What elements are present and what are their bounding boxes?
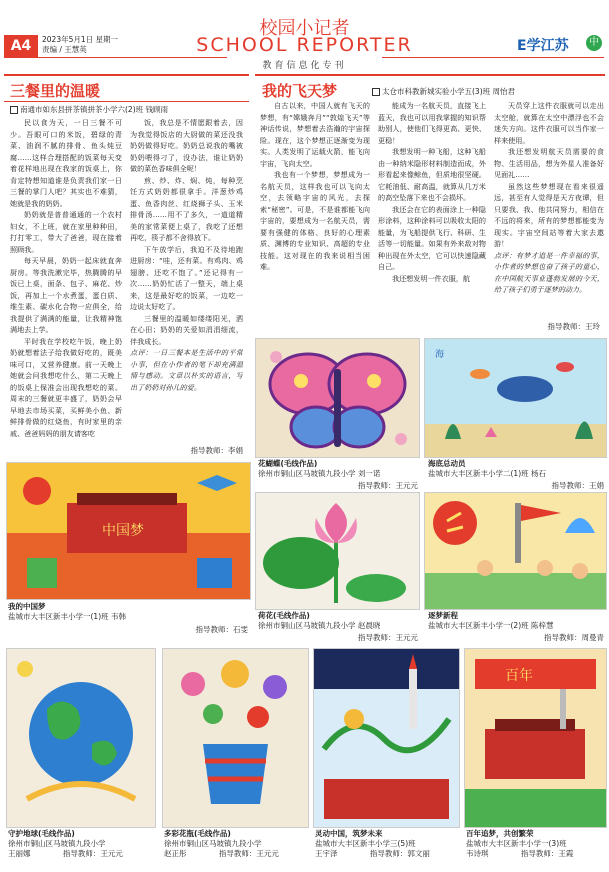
artwork-vase-image: [162, 648, 309, 828]
artwork-6-caption: [164, 829, 279, 859]
svg-text:百年: 百年: [505, 668, 533, 684]
editor-text: 责编 / 王慧英: [42, 45, 87, 54]
article2-column-2: [378, 100, 486, 332]
artwork-title: 灵动中国，筑梦未来: [315, 829, 383, 838]
paragraph: 民以食为天，一日三餐不可少。吾眼可口的米饭，碧绿的青菜、油润不腻的排骨、鱼头炖豆腐……这样合理搭配的饭菜每天变着花样地出现在我家的饭桌上，你肯定特想知道谁是负责我们家一日三餐的掌门人吧？其实也不难猜，她就是我的奶奶。: [10, 118, 122, 208]
artwork-lotus-image: [255, 492, 420, 610]
artwork-student: 杨石: [531, 469, 547, 478]
artwork-2-teacher: 指导教师：石雯: [195, 625, 248, 634]
paragraph: 奶奶就是普普通通的一个农村妇女，不上班，就在家里种种田，打打零工，带大了爸爸，现在接着照顾我。: [10, 210, 122, 254]
artwork-agile-china-image: [313, 648, 460, 828]
century-dream-illustration: [465, 649, 606, 827]
article1-byline-text: 南通市如东县拼茶镇拼茶小学六(2)班 钱顾雨: [20, 105, 169, 114]
page-number: A4: [4, 35, 38, 57]
artwork-school: 徐州市铜山区马坡镇九段小学: [164, 839, 262, 848]
square-bullet-icon: [372, 88, 380, 96]
artwork-title: 逐梦新程: [428, 611, 458, 620]
article1-title-rule: [4, 101, 249, 102]
artwork-school: 徐州市铜山区马坡镇九段小学: [258, 621, 356, 630]
artwork-4-teacher: 指导教师：周曼青: [544, 633, 604, 642]
artwork-2-caption: [8, 602, 126, 622]
artwork-teacher: 指导教师：王元元: [218, 849, 279, 858]
commentary: 点评：有梦才追是一件幸福的事，小作者的梦想也奋了孩子的童心，在中国航天事业蓬勃发展的今天，给了孩子们勇于逐梦的动力。: [494, 250, 604, 294]
artwork-school: 徐州市铜山区马坡镇九段小学: [258, 469, 356, 478]
artwork-7-caption: [315, 829, 430, 859]
ocean-illustration: [425, 339, 606, 457]
article2-column-1: [260, 100, 370, 332]
artwork-school: 盐城市大丰区新丰小学三(5)班: [315, 839, 416, 848]
artwork-student: 陈梓慧: [531, 621, 554, 630]
paragraph: 我还会在它的表面涂上一种隐形涂料，这种涂料可以吸收太阳的能量，为飞船提供飞行、科研、生活等一切能量。如果有外来敌对物种出现在外太空，它可以快速隐藏自己。: [378, 204, 486, 271]
artwork-ocean-image: [424, 338, 607, 458]
artwork-teacher: 指导教师：郭文丽: [369, 849, 430, 858]
paragraph: 虽然这些梦想现在看来很遥远，甚至有人觉得是天方夜谭，但只要我、我、他共同努力，相信在不远的将来，所有的梦想都能变为现实。宇宙空间站等着大家去遨游！: [494, 181, 604, 248]
vase-illustration: [163, 649, 308, 827]
commentary: 点评：一日三餐本是生活中的平常小事，但在小作者的笔下却充满温情与感动。文章以朴实的语言，写出了奶奶对孙儿的爱。: [130, 348, 243, 392]
artwork-earth-image: [6, 648, 156, 828]
artwork-student: 王宇泽: [315, 849, 338, 858]
agile-china-illustration: [314, 649, 459, 827]
artwork-school: 盐城市大丰区新丰小学一(2)班: [428, 621, 529, 630]
artwork-3-caption: [258, 611, 380, 631]
paragraph: 三餐里的温暖如缕缕阳光，洒在心田；奶奶的关爱如涓涓细流，伴我成长。: [130, 313, 243, 346]
artwork-title: 多彩花瓶(毛线作品): [164, 829, 231, 838]
brand-badge-icon: 中: [586, 35, 602, 51]
paragraph: 煎、炒、炸、焖、炖，每种烹饪方式奶奶都很拿手。洋葱炒鸡蛋、鱼香肉丝、红烧狮子头、玉米排骨汤……用不了多久，一道道精美的家常菜便上桌了，我吃了还想再吃，筷子都不舍得放下。: [130, 175, 243, 242]
artwork-0-teacher: 指导教师：王元元: [358, 481, 418, 490]
artwork-butterfly-image: [255, 338, 420, 458]
article1-title: 三餐里的温暖: [10, 82, 101, 100]
artwork-title: 我的中国梦: [8, 602, 46, 611]
butterfly-illustration: [256, 339, 419, 457]
svg-text:中国梦: 中国梦: [102, 523, 144, 539]
earth-illustration: [7, 649, 155, 827]
paragraph: 能成为一名航天员，直接飞上蓝天，我也可以用我掌握的知识帮助别人，使他们飞得更高、更快、更稳！: [378, 101, 486, 145]
paragraph: 饭，我总是不情愿跟着去，因为我觉得饭店的大厨做的菜还没我奶奶做得好吃。奶奶总说我的嘴被奶奶喂得刁了，没办法，谁让奶奶做的菜色香味俱全呢！: [130, 118, 243, 173]
china-dream-illustration: [7, 463, 250, 599]
article1-byline: [10, 104, 168, 115]
article2-title: 我的飞天梦: [262, 82, 338, 100]
paragraph: 下午放学后，我迫不及待地跑进厨房：“哇，还有菜。有鸡肉、鸡翅膀、还吃不饱了。”还记得有一次……奶奶忙活了一整天，端上桌来，这是最好吃的饭菜，一边吃一边说太好吃了。: [130, 244, 243, 311]
artwork-student: 赵晨晓: [357, 621, 381, 630]
artwork-3-teacher: 指导教师：王元元: [358, 633, 418, 642]
article2-top-rule: [255, 74, 605, 76]
section-title-en: SCHOOL REPORTER: [196, 34, 413, 56]
paragraph: 平时我在学校吃午饭，晚上奶奶就想着法子给我做好吃的，既美味可口，又营养健康。前一天晚上她就会问我想吃什么，第二天晚上的饭桌上保准会出现我想吃的菜。周末的三餐就更丰盛了，奶奶会早早地去市场买菜，买鲜美小鱼、新鲜排骨做的红烧鱼，有时家里的亲戚、爸爸妈妈的朋友请客吃: [10, 336, 122, 438]
artwork-5-caption: [8, 829, 123, 859]
brand-logo: E学江苏: [517, 38, 569, 54]
artwork-student: 韦诗琪: [466, 849, 489, 858]
paragraph: 自古以来，中国人就有飞天的梦想，有“嫦娥奔月”“敦煌飞天”等神话传说，梦想着去浩瀚的宇宙探险。现在，这个梦想正逐渐变为现实。人类发明了运载火箭，能飞向宇宙，飞向太空。: [260, 101, 370, 168]
article2-teacher: 指导教师：王玲: [547, 322, 600, 331]
artwork-china-dream-image: [6, 462, 251, 600]
artwork-teacher: 指导教师：王霞: [520, 849, 574, 858]
artwork-student: 赵正彤: [164, 849, 187, 858]
artwork-dream-journey-image: [424, 492, 607, 610]
lotus-illustration: [256, 493, 419, 609]
article1-column-1: [10, 117, 122, 460]
paragraph: 我还想发明一件衣服，航: [392, 273, 471, 283]
artwork-century-dream-image: [464, 648, 607, 828]
paragraph: 我也有一个梦想，梦想成为一名航天员，这样我也可以飞向太空，去领略宇宙的风光，去探索“秘密”。可是，不是谁都能飞向宇宙的，要想成为一名航天员，需要有强健的体格、良好的心理素质、渊博的专业知识、高超的专业技能。这对现在的我来说相当困难。: [260, 170, 370, 271]
artwork-title: 荷花(毛线作品): [258, 611, 310, 620]
dream-journey-illustration: [425, 493, 606, 609]
artwork-school: 徐州市铜山区马坡镇九段小学: [8, 839, 106, 848]
artwork-student: 韦韩: [111, 612, 127, 621]
artwork-8-caption: [466, 829, 573, 859]
section-title-cn: 校园小记者: [259, 18, 350, 39]
article1-teacher: 指导教师：李娟: [190, 446, 243, 455]
paragraph: 我想发明一种飞船，这种飞船由一种纳米隐形材料制造而成，外形看起来像鲸鱼，但质地很坚硬。它耗油低、耐高温，就算从几万米的高空坠落下来也不会损坏。: [378, 147, 486, 202]
article2-byline: [372, 86, 515, 97]
artwork-title: 花蝴蝶(毛线作品): [258, 459, 318, 468]
artwork-1-teacher: 指导教师：王娟: [551, 481, 604, 490]
artwork-student: 刘一诺: [357, 469, 381, 478]
article2-column-3: [494, 100, 604, 318]
date-text: 2023年5月1日 星期一: [42, 35, 119, 44]
artwork-title: 守护地球(毛线作品): [8, 829, 75, 838]
article1-top-rule: [4, 74, 249, 76]
artwork-school: 盐城市大丰区新丰小学二(1)班: [428, 469, 529, 478]
paragraph: 天员穿上这件衣服就可以走出太空舱，就算在太空中漂浮也不会迷失方向。这件衣服可以当作家一样来使用。: [494, 101, 604, 145]
artwork-1-caption: [428, 459, 546, 479]
article1-column-2: [130, 117, 243, 417]
artwork-student: 王丽娜: [8, 849, 31, 858]
artwork-title: 百年追梦，共创繁荣: [466, 829, 534, 838]
artwork-school: 盐城市大丰区新丰小学一(1)班: [8, 612, 109, 621]
artwork-title: 海底总动员: [428, 459, 466, 468]
paragraph: 每天早晨，奶奶一起床就直奔厨房。等我洗漱完毕，热腾腾的早饭已上桌，面条、包子、麻花、炒饭，再加上一个水煮蛋，蛋白质、维生素、碳水化合物一应俱全，给我提供了满满的能量，让我精神饱满地去上学。: [10, 256, 122, 334]
artwork-teacher: 指导教师：王元元: [62, 849, 123, 858]
svg-text:海: 海: [435, 350, 445, 360]
section-subtitle: 教育信息化专刊: [262, 61, 347, 71]
artwork-0-caption: [258, 459, 380, 479]
article2-byline-text: 太仓市科教新城实验小学五(3)班 周怡君: [382, 87, 516, 96]
artwork-4-caption: [428, 611, 554, 631]
artwork-school: 盐城市大丰区新丰小学一(3)班: [466, 839, 567, 848]
square-bullet-icon: [10, 106, 18, 114]
paragraph: 我还想发明航天员需要的食物、生活用品，想为外星人准备好见面礼……: [494, 147, 604, 179]
